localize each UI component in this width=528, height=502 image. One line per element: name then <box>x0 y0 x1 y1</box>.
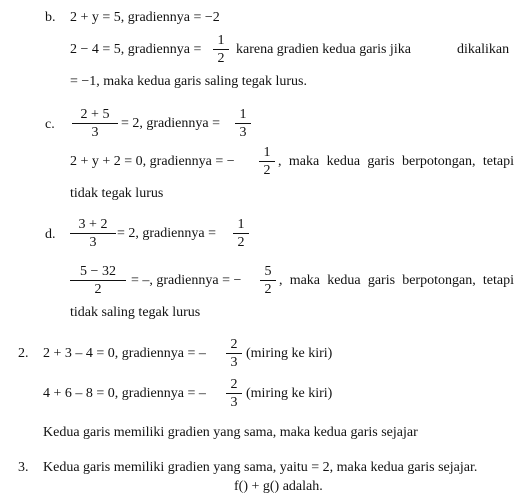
fraction-denominator: 2 <box>237 235 245 250</box>
fraction-bar <box>226 393 242 394</box>
fraction-bar <box>70 280 126 281</box>
fraction-numerator: 1 <box>239 107 247 122</box>
item-c-label: c. <box>45 117 55 132</box>
item-2-line3: Kedua garis memiliki gradien yang sama, maka kedua garis sejajar <box>43 425 418 440</box>
item-b-fraction <box>210 33 232 66</box>
item-2-line1b: (miring ke kiri) <box>246 346 333 361</box>
fraction-numerator: 5 <box>264 264 272 279</box>
fraction-denominator: 3 <box>230 355 238 370</box>
fraction-numerator: 2 <box>230 337 238 352</box>
item-2-fraction1 <box>223 337 245 370</box>
fraction-denominator: 3 <box>230 395 238 410</box>
item-d-line2a: = –, gradiennya = − <box>131 273 242 288</box>
item-b-line2b: karena gradien kedua garis jika <box>236 42 411 57</box>
item-b-line2c: dikalikan <box>457 42 510 57</box>
fraction-denominator: 3 <box>239 125 247 140</box>
item-c-fraction-lhs <box>72 107 118 140</box>
item-d-line3: tidak saling tegak lurus <box>70 305 201 320</box>
item-c-line2a: 2 + y + 2 = 0, gradiennya = − <box>70 154 235 169</box>
fraction-bar <box>226 353 242 354</box>
item-c-line3: tidak tegak lurus <box>70 186 164 201</box>
fraction-bar <box>72 123 118 124</box>
item-d-line1: = 2, gradiennya = <box>117 226 216 241</box>
item-d-fraction2-rhs <box>257 264 279 297</box>
fraction-numerator: 3 + 2 <box>78 217 108 232</box>
item-3-line2: f() + g() adalah. <box>234 479 323 494</box>
fraction-numerator: 1 <box>237 217 245 232</box>
fraction-bar <box>260 280 276 281</box>
fraction-denominator: 2 <box>94 282 102 297</box>
fraction-denominator: 2 <box>264 282 272 297</box>
item-2-fraction2 <box>223 377 245 410</box>
item-d-line2b: , maka kedua garis berpotongan, tetapi <box>279 273 514 288</box>
item-2-label: 2. <box>18 346 29 361</box>
item-3-line1: Kedua garis memiliki gradien yang sama, yaitu = 2, maka kedua garis sejajar. <box>43 460 478 475</box>
fraction-bar <box>70 233 116 234</box>
item-c-fraction2 <box>256 145 278 178</box>
fraction-bar <box>213 49 229 50</box>
fraction-denominator: 3 <box>89 235 97 250</box>
fraction-denominator: 2 <box>263 163 271 178</box>
item-c-line1: = 2, gradiennya = <box>121 116 220 131</box>
item-d-fraction-rhs <box>230 217 252 250</box>
item-2-line2a: 4 + 6 – 8 = 0, gradiennya = – <box>43 386 206 401</box>
item-2-line2b: (miring ke kiri) <box>246 386 333 401</box>
item-b-line3: = −1, maka kedua garis saling tegak lurus. <box>70 74 308 89</box>
fraction-bar <box>233 233 249 234</box>
item-d-fraction2-lhs <box>70 264 126 297</box>
fraction-bar <box>235 123 251 124</box>
item-2-line1a: 2 + 3 – 4 = 0, gradiennya = – <box>43 346 206 361</box>
fraction-numerator: 2 <box>230 377 238 392</box>
fraction-numerator: 1 <box>263 145 271 160</box>
fraction-denominator: 3 <box>91 125 99 140</box>
fraction-numerator: 5 − 32 <box>80 264 116 279</box>
item-3-label: 3. <box>18 460 29 475</box>
item-b-line1: 2 + y = 5, gradiennya = −2 <box>70 10 220 25</box>
item-c-fraction-rhs <box>232 107 254 140</box>
fraction-numerator: 2 + 5 <box>80 107 110 122</box>
fraction-numerator: 1 <box>217 33 225 48</box>
item-b-label: b. <box>45 10 56 25</box>
item-d-fraction-lhs <box>70 217 116 250</box>
item-d-label: d. <box>45 227 56 242</box>
item-b-line2a: 2 − 4 = 5, gradiennya = <box>70 42 202 57</box>
fraction-denominator: 2 <box>217 51 225 66</box>
item-c-line2b: , maka kedua garis berpotongan, tetapi <box>278 154 514 169</box>
fraction-bar <box>259 161 275 162</box>
